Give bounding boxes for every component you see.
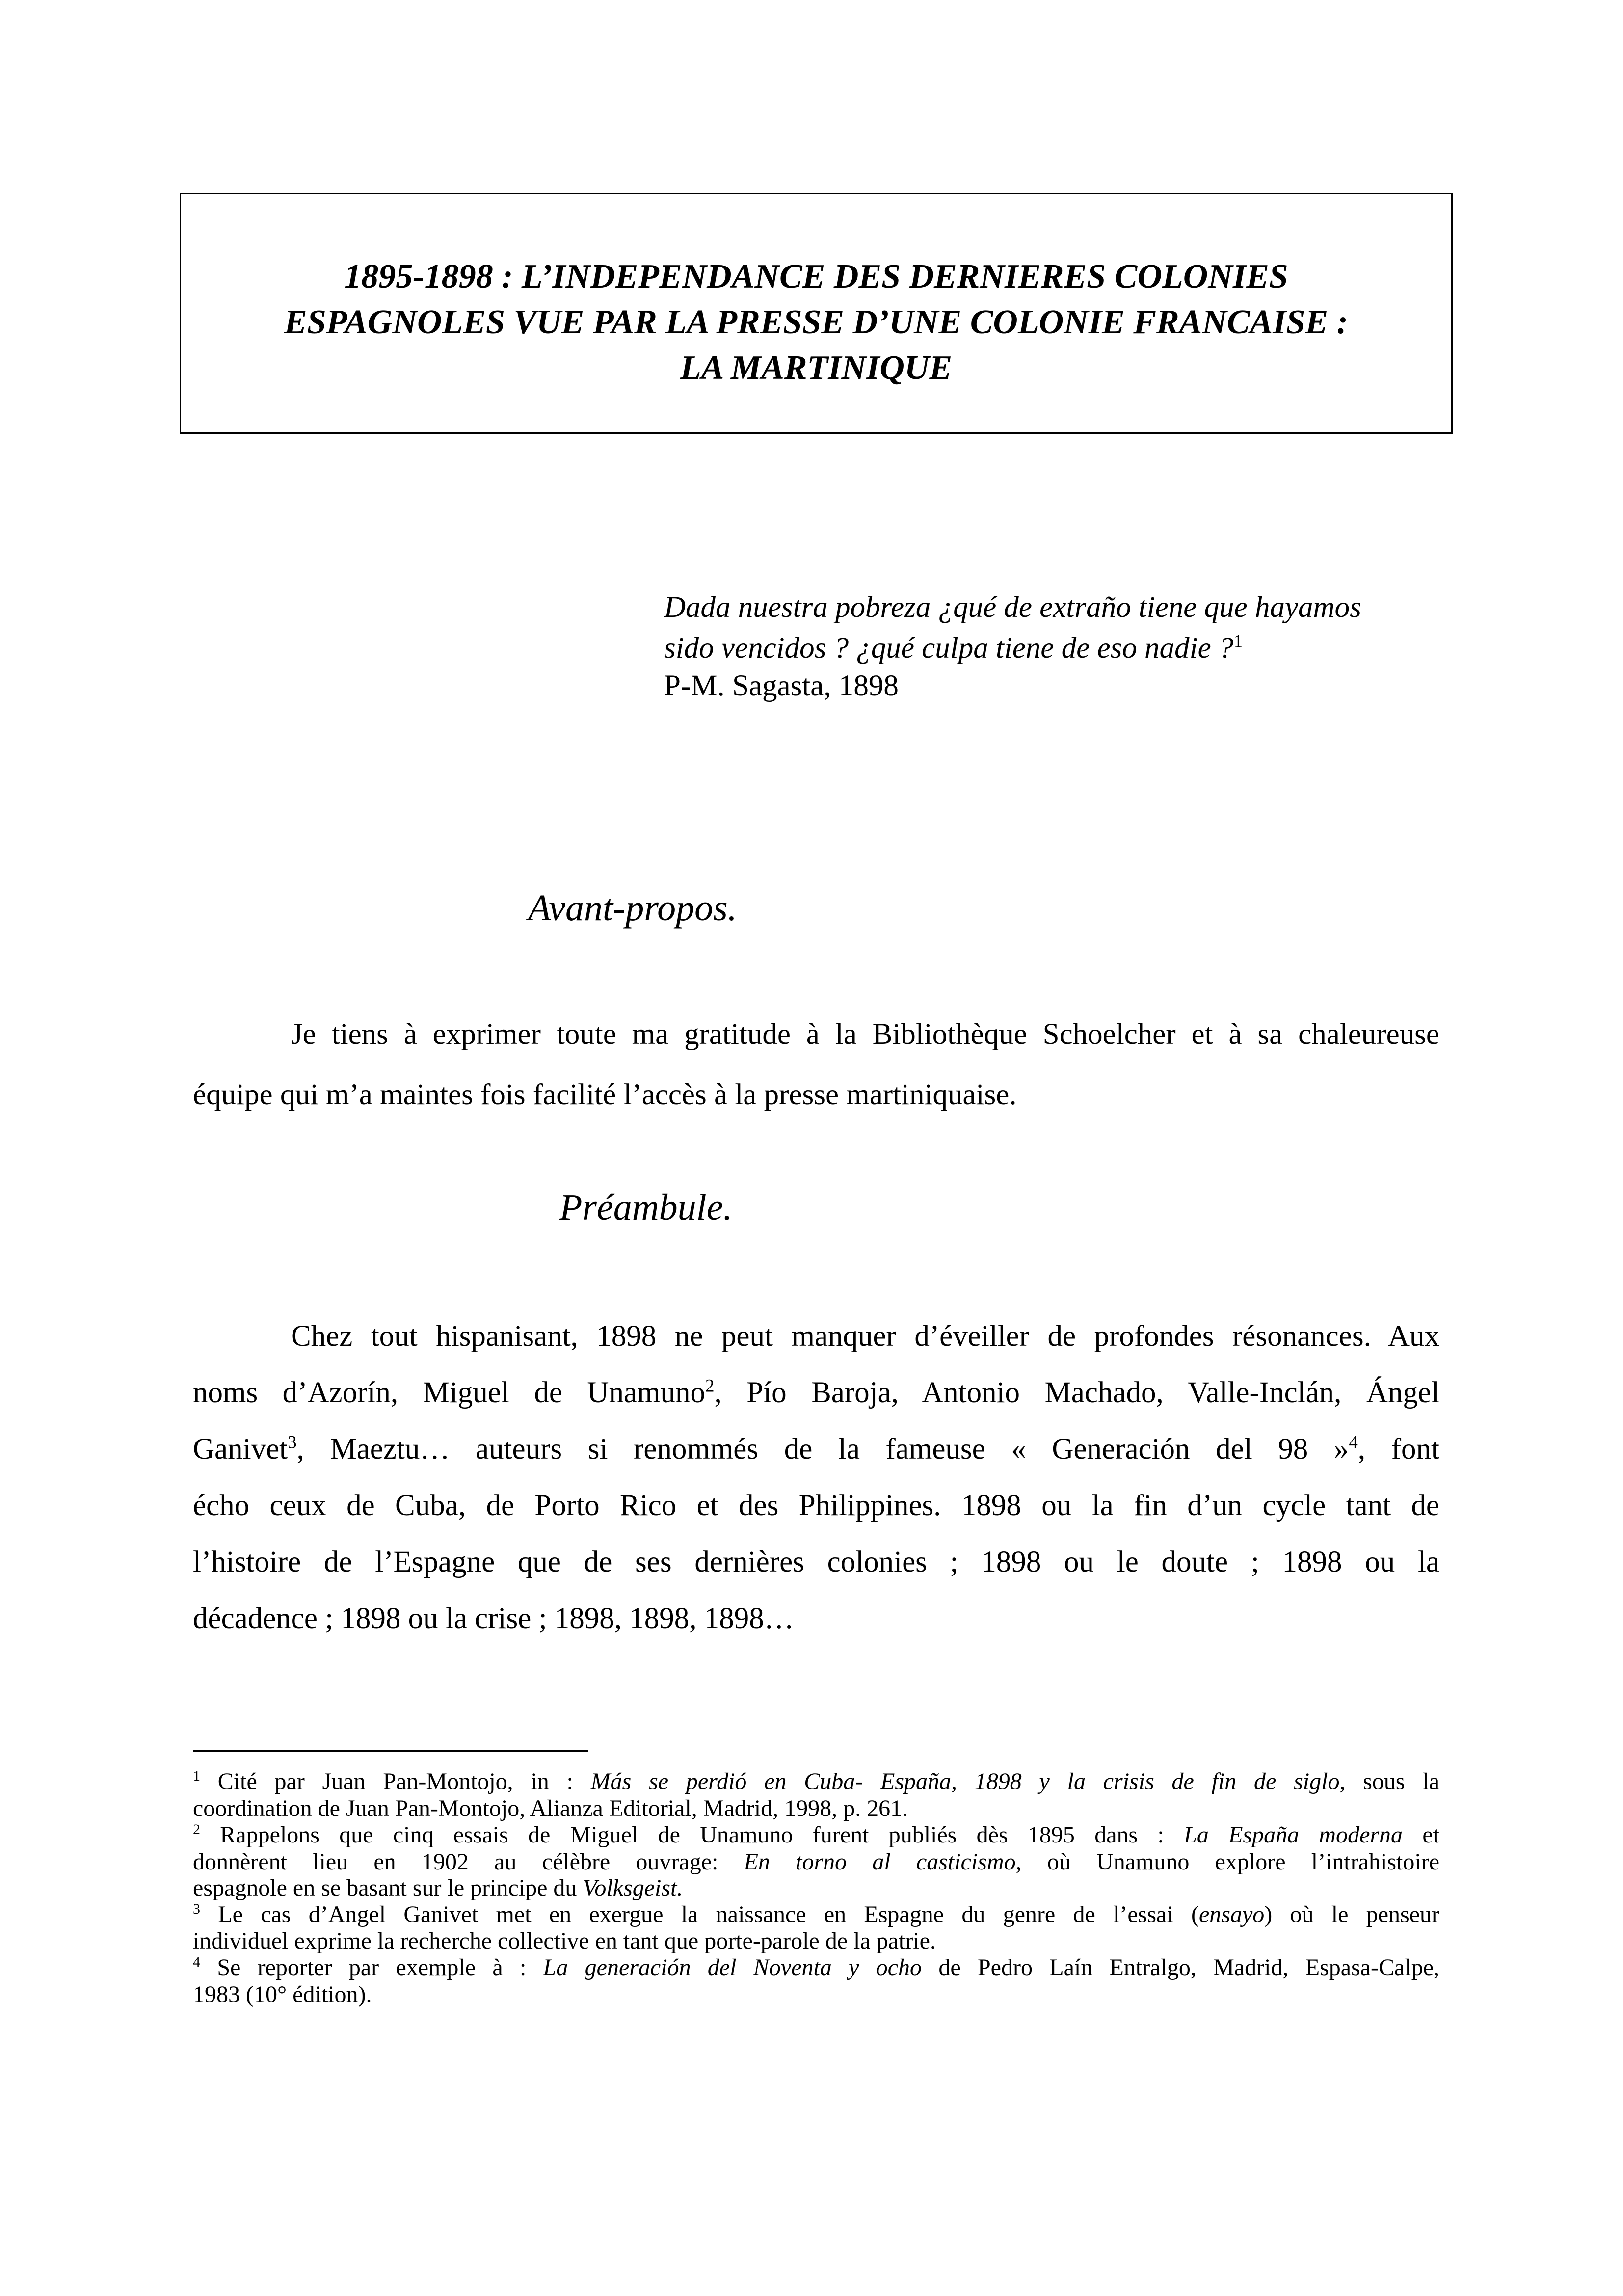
footnote-2-title: La España moderna — [1184, 1822, 1403, 1848]
footnote-1-line-1 — [193, 1768, 1439, 1795]
footnote-ref-2: 2 — [705, 1376, 715, 1396]
epigraph-line-1: Dada nuestra pobreza ¿qué de extraño tiene que hayamos — [664, 591, 1361, 624]
footnote-3-line-2: individuel exprime la recherche collective en tant que porte-parole de la patrie. — [193, 1928, 936, 1954]
title-line-3: LA MARTINIQUE — [680, 349, 953, 387]
footnote-2-line-3 — [193, 1875, 1439, 1901]
footnote-3-text: Le cas d’Angel Ganivet met en exergue la naissance en Espagne du genre de l’essai ( — [200, 1901, 1199, 1927]
footnote-1-text: Cité par Juan Pan-Montojo, in : — [200, 1768, 591, 1794]
footnote-3-number: 3 — [193, 1901, 200, 1917]
preambule-line-3a: Ganivet — [193, 1433, 288, 1466]
preambule-heading: Préambule. — [559, 1187, 733, 1228]
footnote-ref-4: 4 — [1349, 1432, 1358, 1453]
footnote-4-title: La generación del Noventa y ocho — [543, 1954, 922, 1980]
footnote-1-number: 1 — [193, 1768, 200, 1784]
avant-propos-heading: Avant-propos. — [528, 887, 737, 929]
footnote-2-term: Volksgeist. — [583, 1875, 683, 1901]
footnote-4-text-end: de Pedro Laín Entralgo, Madrid, Espasa-Calpe, — [922, 1954, 1440, 1980]
footnote-4-line-2: 1983 (10° édition). — [193, 1981, 372, 2007]
footnote-4-number: 4 — [193, 1954, 200, 1970]
epigraph-author: P-M. Sagasta, 1898 — [664, 669, 899, 702]
title-box — [180, 193, 1453, 434]
avant-propos-line-1: Je tiens à exprimer toute ma gratitude à la Bibliothèque Schoelcher et à sa chaleureuse — [291, 1018, 1439, 1051]
footnote-ref-1: 1 — [1233, 631, 1243, 652]
preambule-line-3 — [193, 1432, 1439, 1467]
footnote-3-text-end: ) où le penseur — [1264, 1901, 1439, 1927]
footnote-2-title-2: En torno al casticismo — [744, 1849, 1016, 1875]
footnote-2-text: Rappelons que cinq essais de Miguel de Unamuno furent publiés dès 1895 dans : — [200, 1822, 1184, 1848]
epigraph-line-2-text: sido vencidos ? ¿qué culpa tiene de eso nadie ? — [664, 632, 1234, 665]
footnote-2-number: 2 — [193, 1821, 200, 1838]
footnote-2-text-end: et — [1403, 1822, 1439, 1848]
title-line-1: 1895-1898 : L’INDEPENDANCE DES DERNIERES COLONIES — [344, 258, 1288, 295]
preambule-line-1: Chez tout hispanisant, 1898 ne peut manquer d’éveiller de profondes résonances. Aux — [291, 1320, 1439, 1353]
preambule-line-2b: , Pío Baroja, Antonio Machado, Valle-Inclán, Ángel — [714, 1376, 1439, 1409]
avant-propos-line-2: équipe qui m’a maintes fois facilité l’accès à la presse martiniquaise. — [193, 1078, 1017, 1111]
preambule-line-3c: , font — [1357, 1433, 1439, 1466]
footnote-4-text: Se reporter par exemple à : — [200, 1954, 543, 1980]
preambule-line-2 — [193, 1376, 1439, 1410]
footnote-1-line-2: coordination de Juan Pan-Montojo, Alianza Editorial, Madrid, 1998, p. 261. — [193, 1795, 908, 1821]
preambule-line-6: décadence ; 1898 ou la crise ; 1898, 1898, 1898… — [193, 1602, 794, 1635]
footnote-1-title: Más se perdió en Cuba- España, 1898 y la crisis de fin de siglo, — [590, 1768, 1346, 1794]
footnote-2-line-2 — [193, 1849, 1439, 1875]
preambule-line-5: l’histoire de l’Espagne que de ses dernières colonies ; 1898 ou le doute ; 1898 ou la — [193, 1546, 1439, 1578]
preambule-line-2a: noms d’Azorín, Miguel de Unamuno — [193, 1376, 705, 1409]
footnote-ref-3: 3 — [288, 1432, 297, 1453]
footnote-2-text-2: donnèrent lieu en 1902 au célèbre ouvrage: — [193, 1849, 744, 1875]
footnote-3-line-1 — [193, 1901, 1439, 1928]
epigraph-line-2 — [664, 631, 1459, 666]
title-line-2: ESPAGNOLES VUE PAR LA PRESSE D’UNE COLONIE FRANCAISE : — [284, 303, 1348, 341]
footnote-2-text-2-end: , où Unamuno explore l’intrahistoire — [1015, 1849, 1440, 1875]
footnote-separator — [193, 1750, 588, 1752]
preambule-line-3b: , Maeztu… auteurs si renommés de la fameuse « Generación del 98 » — [296, 1433, 1349, 1466]
footnote-2-line-1 — [193, 1822, 1439, 1848]
preambule-line-4: écho ceux de Cuba, de Porto Rico et des Philippines. 1898 ou la fin d’un cycle tant de — [193, 1489, 1439, 1522]
footnote-3-term: ensayo — [1198, 1901, 1265, 1927]
footnote-1-text-end: sous la — [1345, 1768, 1440, 1794]
footnote-4-line-1 — [193, 1954, 1439, 1981]
footnote-2-text-3: espagnole en se basant sur le principe du — [193, 1875, 583, 1901]
